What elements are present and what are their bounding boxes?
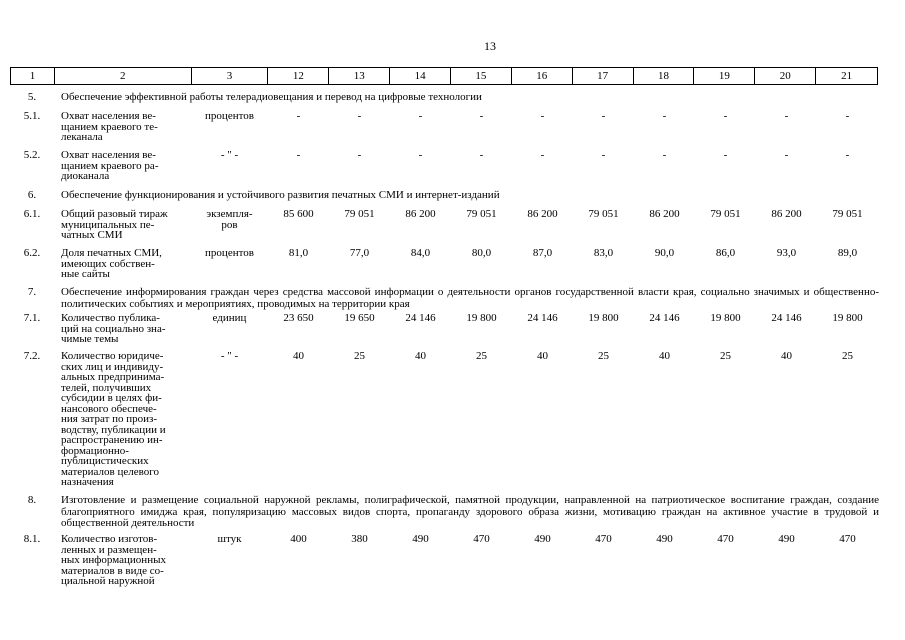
value-cell: 87,0 <box>532 247 553 259</box>
value-cell: 19 650 <box>344 312 375 324</box>
header-cell: 14 <box>390 68 451 84</box>
value-cell: 40 <box>781 350 792 362</box>
value-cell: - <box>357 110 362 122</box>
value-cell: - <box>784 149 789 161</box>
value-cell: - <box>479 149 484 161</box>
value-cell: - <box>479 110 484 122</box>
header-cell: 15 <box>451 68 512 84</box>
section-title: Обеспечение эффективной работы телерадиовещания и перевод на цифровые технологии <box>61 91 482 103</box>
value-cell: 24 146 <box>771 312 802 324</box>
value-cell: 470 <box>717 533 734 545</box>
value-cell: 83,0 <box>593 247 614 259</box>
unit-of-measure: - " - <box>220 149 239 161</box>
row-number: 6.1. <box>23 208 41 220</box>
row-number: 6.2. <box>23 247 41 259</box>
unit-of-measure: штук <box>217 533 242 545</box>
value-cell: 40 <box>659 350 670 362</box>
section-title: Обеспечение информирования граждан через средства массовой информации о деятельности органов государственной власти края, социально значимых и общественно-политических событиях и мероприятиях, проводимых на территории края <box>61 286 879 310</box>
indicator-name: Количество изготов- ленных и размещен- ных информационных материалов в виде со- циальной наружной <box>61 533 166 587</box>
unit-of-measure: экземпля- ров <box>206 208 253 231</box>
header-cell: 19 <box>694 68 755 84</box>
value-cell: 40 <box>415 350 426 362</box>
header-cell: 1 <box>11 68 55 84</box>
value-cell: - <box>357 149 362 161</box>
header-cell: 3 <box>192 68 269 84</box>
value-cell: 79 051 <box>832 208 863 220</box>
header-cell: 12 <box>268 68 329 84</box>
value-cell: - <box>662 149 667 161</box>
value-cell: 470 <box>595 533 612 545</box>
indicator-name: Охват населения ве- щанием краевого те- леканала <box>61 110 158 143</box>
indicator-name: Количество юридиче- ских лиц и индивиду- альных предпринима- телей, получивших субсидии в целях фи- нансового обеспече- ния затрат по произ- водству, публикации и распространению ин- формационно- публицистических материалов целевого назначения <box>61 350 166 488</box>
value-cell: 380 <box>351 533 368 545</box>
value-cell: - <box>540 149 545 161</box>
section-number: 6. <box>27 189 37 201</box>
row-number: 8.1. <box>23 533 41 545</box>
value-cell: 90,0 <box>654 247 675 259</box>
section-number: 5. <box>27 91 37 103</box>
row-number: 7.1. <box>23 312 41 324</box>
value-cell: 89,0 <box>837 247 858 259</box>
section-number: 7. <box>27 286 37 298</box>
value-cell: - <box>601 110 606 122</box>
value-cell: 86 200 <box>405 208 436 220</box>
value-cell: - <box>845 110 850 122</box>
value-cell: - <box>418 110 423 122</box>
unit-of-measure: процентов <box>205 247 254 259</box>
section-number: 8. <box>27 494 37 506</box>
indicator-name: Общий разовый тираж муниципальных пе- чатных СМИ <box>61 208 168 241</box>
value-cell: 25 <box>842 350 853 362</box>
header-cell: 18 <box>634 68 695 84</box>
value-cell: 23 650 <box>283 312 314 324</box>
value-cell: 470 <box>473 533 490 545</box>
value-cell: 19 800 <box>710 312 741 324</box>
header-cell: 21 <box>841 70 853 82</box>
value-cell: 93,0 <box>776 247 797 259</box>
value-cell: 40 <box>537 350 548 362</box>
header-cell: 17 <box>573 68 634 84</box>
header-cell: 20 <box>755 68 816 84</box>
value-cell: 24 146 <box>405 312 436 324</box>
value-cell: 19 800 <box>588 312 619 324</box>
page-number: 13 <box>484 39 496 53</box>
value-cell: 24 146 <box>649 312 680 324</box>
value-cell: 470 <box>839 533 856 545</box>
table-header <box>10 67 878 85</box>
section-title: Изготовление и размещение социальной наружной рекламы, полиграфической, памятной продукции, направленной на патриотическое воспитание граждан, создание благоприятного имиджа края, популяризацию массовых видов спорта, пропаганду здорового образа жизни, мотивацию граждан на активное участие в трудовой и общественной деятельности <box>61 494 879 529</box>
value-cell: 80,0 <box>471 247 492 259</box>
value-cell: 40 <box>293 350 304 362</box>
value-cell: 25 <box>720 350 731 362</box>
indicator-name: Охват населения ве- щанием краевого ра- диоканала <box>61 149 159 182</box>
value-cell: 25 <box>476 350 487 362</box>
value-cell: - <box>296 110 301 122</box>
unit-of-measure: процентов <box>205 110 254 122</box>
value-cell: - <box>723 149 728 161</box>
value-cell: 81,0 <box>288 247 309 259</box>
value-cell: - <box>784 110 789 122</box>
value-cell: - <box>845 149 850 161</box>
value-cell: 490 <box>412 533 429 545</box>
value-cell: 24 146 <box>527 312 558 324</box>
value-cell: - <box>296 149 301 161</box>
indicator-name: Доля печатных СМИ, имеющих собствен- ные сайты <box>61 247 162 280</box>
value-cell: 25 <box>354 350 365 362</box>
value-cell: 79 051 <box>466 208 497 220</box>
indicator-name: Количество публика- ций на социально зна- чимые темы <box>61 312 166 345</box>
header-cell: 16 <box>512 68 573 84</box>
unit-of-measure: единиц <box>212 312 247 324</box>
value-cell: 25 <box>598 350 609 362</box>
row-number: 5.2. <box>23 149 41 161</box>
value-cell: 86 200 <box>527 208 558 220</box>
unit-of-measure: - " - <box>220 350 239 362</box>
row-number: 7.2. <box>23 350 41 362</box>
value-cell: 400 <box>290 533 307 545</box>
row-number: 5.1. <box>23 110 41 122</box>
value-cell: 77,0 <box>349 247 370 259</box>
value-cell: 490 <box>778 533 795 545</box>
value-cell: 86,0 <box>715 247 736 259</box>
section-title: Обеспечение функционирования и устойчивого развития печатных СМИ и интернет-изданий <box>61 189 500 201</box>
value-cell: 86 200 <box>649 208 680 220</box>
value-cell: 79 051 <box>588 208 619 220</box>
value-cell: 19 800 <box>832 312 863 324</box>
value-cell: - <box>601 149 606 161</box>
value-cell: - <box>662 110 667 122</box>
value-cell: 86 200 <box>771 208 802 220</box>
value-cell: 84,0 <box>410 247 431 259</box>
header-cell: 2 <box>55 68 192 84</box>
value-cell: 490 <box>534 533 551 545</box>
value-cell: 490 <box>656 533 673 545</box>
value-cell: 79 051 <box>710 208 741 220</box>
value-cell: - <box>540 110 545 122</box>
header-cell: 13 <box>329 68 390 84</box>
value-cell: - <box>723 110 728 122</box>
value-cell: 79 051 <box>344 208 375 220</box>
value-cell: - <box>418 149 423 161</box>
value-cell: 85 600 <box>283 208 314 220</box>
value-cell: 19 800 <box>466 312 497 324</box>
